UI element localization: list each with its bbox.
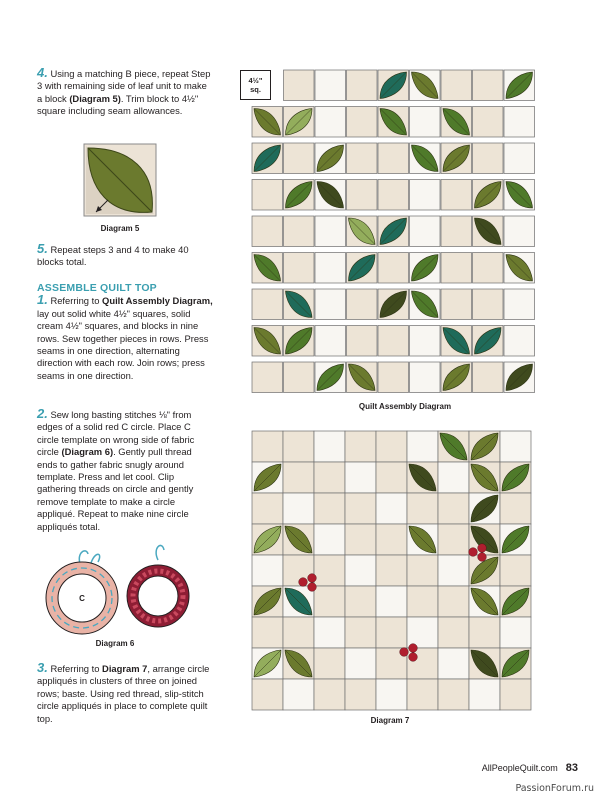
square — [441, 216, 472, 247]
square — [314, 648, 345, 679]
assemble-section — [37, 282, 213, 382]
square — [504, 107, 535, 138]
square — [438, 493, 469, 524]
square — [314, 462, 345, 493]
step-text: Sew long basting stitches ⅛" from edges of a solid red C circle. Place C circle template on wrong side of fabric circle — [37, 409, 195, 458]
diagram-reference: (Diagram 6) — [61, 446, 114, 458]
square — [438, 648, 469, 679]
square — [314, 493, 345, 524]
square — [252, 555, 283, 586]
berry-applique — [299, 578, 308, 587]
square — [345, 679, 376, 710]
square — [284, 362, 315, 393]
square — [378, 253, 409, 284]
step-text: . Gently pull thread ends to gather fabric snugly around template. Press and let cool. Clip gathering threads on circle and gently remove template to make a circle appliqué. Repeat to make nine circle appliqués total. — [37, 446, 194, 532]
step-text: Repeat steps 3 and 4 to make 40 blocks total. — [37, 244, 189, 268]
diagram-5-caption: Diagram 5 — [100, 224, 140, 233]
square — [378, 143, 409, 174]
square — [345, 462, 376, 493]
step-number: 5. — [37, 241, 48, 256]
square — [376, 555, 407, 586]
square — [438, 617, 469, 648]
section-heading: ASSEMBLE QUILT TOP — [37, 282, 157, 294]
square — [410, 180, 441, 211]
square — [347, 180, 378, 211]
square — [376, 586, 407, 617]
berry-applique — [409, 644, 418, 653]
square — [378, 180, 409, 211]
square — [376, 679, 407, 710]
square — [315, 216, 346, 247]
square — [473, 70, 504, 101]
step-4 — [37, 67, 213, 118]
quilt-assembly-caption: Quilt Assembly Diagram — [358, 402, 452, 411]
square — [504, 326, 535, 357]
square — [376, 431, 407, 462]
diagram-6-caption: Diagram 6 — [95, 639, 135, 648]
square — [252, 289, 283, 320]
square — [252, 431, 283, 462]
berry-applique — [409, 653, 418, 662]
step-text: Using a matching B piece, repeat Step 3 with remaining side of leaf unit to make a block — [37, 68, 211, 104]
quilt-assembly-diagram — [250, 66, 540, 401]
berry-applique — [478, 553, 487, 562]
template-c-label: C — [79, 594, 85, 603]
square — [252, 180, 283, 211]
square — [314, 431, 345, 462]
square — [407, 679, 438, 710]
square — [407, 586, 438, 617]
square — [347, 143, 378, 174]
square — [252, 362, 283, 393]
step-number: 2. — [37, 406, 48, 421]
square — [473, 107, 504, 138]
square — [345, 617, 376, 648]
step-5 — [37, 243, 213, 269]
diagram-reference: (Diagram 5) — [69, 92, 121, 104]
square — [345, 431, 376, 462]
square — [410, 362, 441, 393]
square — [252, 679, 283, 710]
square — [283, 679, 314, 710]
square — [410, 326, 441, 357]
square — [407, 555, 438, 586]
diagram-5 — [82, 142, 158, 218]
square — [441, 180, 472, 211]
square — [283, 462, 314, 493]
square — [438, 679, 469, 710]
square — [500, 431, 531, 462]
square — [314, 679, 345, 710]
step-text: . Trim block to 4½" square including seam allowances. — [37, 92, 199, 117]
square — [407, 431, 438, 462]
diagram-7 — [251, 430, 533, 712]
step-text: , arrange circle appliqués in clusters of three on joined rows; baste. Using red thread, slip-stitch circle appliqués in place to complete quilt top. — [37, 663, 210, 724]
square — [473, 253, 504, 284]
assemble-step-3 — [37, 662, 213, 725]
square — [438, 462, 469, 493]
square — [407, 648, 438, 679]
square — [438, 586, 469, 617]
square — [252, 617, 283, 648]
square — [284, 70, 315, 101]
size-label-line-1: 4½" — [248, 76, 263, 85]
diagram-reference: Diagram 7 — [102, 663, 148, 674]
square — [283, 617, 314, 648]
square — [500, 493, 531, 524]
square — [469, 617, 500, 648]
square — [315, 326, 346, 357]
square — [438, 524, 469, 555]
page-number: 83 — [565, 762, 578, 774]
square — [314, 555, 345, 586]
square — [376, 617, 407, 648]
square — [504, 289, 535, 320]
square — [315, 70, 346, 101]
square — [347, 107, 378, 138]
footer-site: AllPeopleQuilt.com — [481, 763, 558, 773]
step-text: lay out solid white 4½" squares, solid cream 4½" squares, and blocks in nine rows. Sew together pieces in rows. Press seams in one direction, alternating direction with each row. Join rows; press seams in one direction. — [37, 307, 209, 381]
square — [347, 289, 378, 320]
square — [473, 362, 504, 393]
step-text: Referring to — [50, 663, 103, 674]
step-text: Referring to — [50, 295, 103, 307]
square — [441, 253, 472, 284]
square — [438, 555, 469, 586]
square — [407, 493, 438, 524]
square — [376, 462, 407, 493]
square — [314, 524, 345, 555]
step-number: 4. — [37, 65, 48, 80]
square — [504, 216, 535, 247]
square — [376, 493, 407, 524]
square — [347, 70, 378, 101]
berry-applique — [308, 574, 317, 583]
berry-applique — [400, 648, 409, 657]
square — [441, 289, 472, 320]
square — [376, 524, 407, 555]
diagram-6 — [40, 540, 190, 635]
square — [345, 555, 376, 586]
berry-applique — [478, 544, 487, 553]
square — [410, 216, 441, 247]
square — [500, 555, 531, 586]
berry-applique — [308, 583, 317, 592]
square — [252, 216, 283, 247]
square — [315, 289, 346, 320]
square — [283, 431, 314, 462]
square — [345, 524, 376, 555]
square — [252, 493, 283, 524]
square — [407, 617, 438, 648]
square — [473, 143, 504, 174]
size-label-line-2: sq. — [250, 85, 261, 94]
square — [441, 70, 472, 101]
square — [315, 253, 346, 284]
diagram-reference: Quilt Assembly Diagram, — [102, 295, 213, 307]
square — [410, 107, 441, 138]
square — [345, 648, 376, 679]
square — [504, 143, 535, 174]
square — [378, 326, 409, 357]
watermark: PassionForum.ru — [515, 783, 594, 794]
step-number: 1. — [37, 292, 48, 308]
square — [473, 289, 504, 320]
square — [315, 107, 346, 138]
square — [284, 253, 315, 284]
square — [347, 326, 378, 357]
square — [283, 493, 314, 524]
square — [345, 493, 376, 524]
square — [314, 586, 345, 617]
footer — [482, 762, 578, 774]
square — [500, 679, 531, 710]
square — [500, 617, 531, 648]
square — [314, 617, 345, 648]
step-number: 3. — [37, 660, 48, 675]
assemble-step-2 — [37, 408, 213, 533]
square — [345, 586, 376, 617]
square — [378, 362, 409, 393]
square — [469, 679, 500, 710]
square — [284, 143, 315, 174]
berry-applique — [469, 548, 478, 557]
square — [284, 216, 315, 247]
diagram-7-caption: Diagram 7 — [370, 716, 410, 725]
